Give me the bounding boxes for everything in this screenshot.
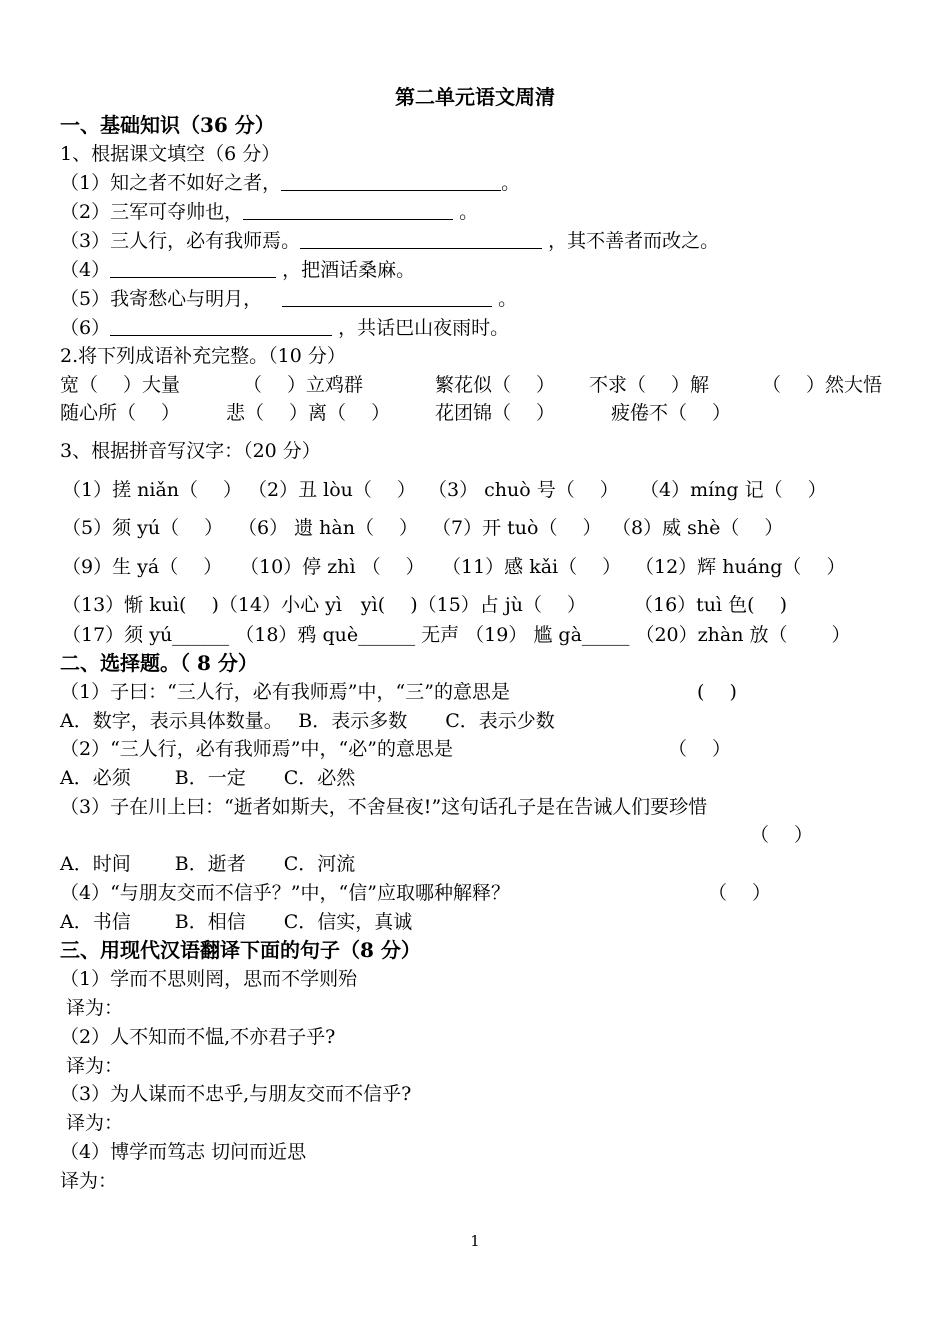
pinyin-10: （10）停 zhì （ ） (240, 556, 425, 578)
translate-q2-answer[interactable]: 译为： (60, 1055, 124, 1077)
choice-q3-answer-paren[interactable]: （ ） (750, 824, 814, 846)
choice-q1: （1）子曰：“三人行，必有我师焉”中，“三”的意思是 (60, 681, 510, 703)
q3-heading: 3、根据拼音写汉字：（20 分） (60, 440, 321, 462)
idiom-6: 随心所（ ） (60, 402, 181, 424)
pinyin-9: （9）生 yá（ ） (62, 556, 223, 578)
fill-line-5-suffix: 。 (492, 288, 518, 310)
fill-blank-5[interactable] (282, 286, 492, 307)
q2-heading: 2.将下列成语补充完整。（10 分） (60, 345, 346, 367)
idiom-4: 不求（ ）解 (589, 374, 710, 396)
idiom-1: 宽（ ）大量 (60, 374, 181, 396)
pinyin-6: （6） 遗 hàn（ ） (238, 517, 419, 539)
fill-line-6-suffix: ，共话巴山夜雨时。 (332, 317, 510, 339)
idiom-9: 疲倦不（ ） (611, 402, 732, 424)
q1-heading: 1、根据课文填空（6 分） (60, 143, 281, 165)
translate-q3-answer[interactable]: 译为： (60, 1112, 124, 1134)
translate-q1: （1）学而不思则罔，思而不学则殆 (60, 968, 358, 990)
fill-line-6 (60, 315, 910, 341)
fill-line-4 (60, 257, 910, 283)
choice-q3-options: A．时间 B．逝者 C．河流 (60, 853, 356, 875)
fill-line-4-prefix: （4） (60, 259, 111, 281)
fill-blank-6[interactable] (110, 315, 332, 336)
idiom-8: 花团锦（ ） (435, 402, 556, 424)
translate-q1-answer[interactable]: 译为： (60, 997, 124, 1019)
choice-q1-answer-paren[interactable]: ( ) (697, 681, 737, 703)
page-title: 第二单元语文周清 (395, 85, 555, 109)
fill-blank-4[interactable] (110, 257, 276, 278)
section-2-heading: 二、选择题。（ 8 分） (60, 651, 258, 675)
fill-line-2-prefix: （2）三军可夺帅也， (60, 201, 244, 223)
pinyin-12: （12）辉 huáng（ ） (635, 556, 846, 578)
pinyin-5: （5）须 yú（ ） (62, 517, 224, 539)
fill-line-1-suffix: 。 (501, 172, 521, 194)
fill-blank-2[interactable] (243, 199, 453, 220)
choice-q4-answer-paren[interactable]: （ ） (708, 882, 772, 904)
idiom-7: 悲（ ）离（ ） (226, 402, 391, 424)
choice-q2-options: A．必须 B．一定 C．必然 (60, 767, 356, 789)
pinyin-2: （2）丑 lòu（ ） (248, 479, 416, 501)
fill-line-2-suffix: 。 (453, 201, 479, 223)
choice-q2-answer-paren[interactable]: （ ） (668, 738, 732, 760)
fill-line-2 (60, 199, 910, 225)
pinyin-7: （7）开 tuò（ ） (432, 517, 602, 539)
choice-q3: （3）子在川上曰：“逝者如斯夫，不舍昼夜!”这句话孔子是在告诫人们要珍惜 (60, 796, 708, 818)
fill-line-1 (60, 170, 910, 196)
fill-line-4-suffix: ，把酒话桑麻。 (276, 259, 416, 281)
fill-line-3 (60, 228, 910, 254)
pinyin-8: （8）威 shè（ ） (612, 517, 784, 539)
pinyin-3: （3） chuò 号（ ） (428, 479, 619, 501)
pinyin-17-20: （17）须 yú______ （18）鸦 què______ 无声 （19） 尴 gà_____ （20）zhàn 放（ ） (62, 624, 851, 646)
translate-q3: （3）为人谋而不忠乎,与朋友交而不信乎? (60, 1083, 412, 1105)
choice-q4-options: A．书信 B．相信 C．信实，真诚 (60, 911, 413, 933)
choice-q1-options: A．数字，表示具体数量。 B．表示多数 C．表示少数 (60, 710, 555, 732)
fill-blank-3[interactable] (300, 228, 542, 249)
pinyin-1: （1）搓 niǎn（ ） (62, 479, 243, 501)
translate-q4-answer[interactable]: 译为： (60, 1170, 118, 1192)
choice-q4: （4）“与朋友交而不信乎？”中，“信”应取哪种解释？ (60, 882, 510, 904)
section-3-heading: 三、用现代汉语翻译下面的句子（8 分） (60, 938, 421, 962)
page-number: 1 (470, 1232, 480, 1250)
choice-q2: （2）“三人行，必有我师焉”中，“必”的意思是 (60, 738, 453, 760)
fill-line-1-prefix: （1）知之者不如好之者， (60, 172, 282, 194)
translate-q2: （2）人不知而不愠,不亦君子乎? (60, 1026, 336, 1048)
idiom-3: 繁花似（ ） (435, 374, 556, 396)
pinyin-11: （11）感 kǎi（ ） (442, 556, 622, 578)
fill-line-3-suffix: ，其不善者而改之。 (542, 230, 720, 252)
translate-q4: （4）博学而笃志 切问而近思 (60, 1141, 307, 1163)
pinyin-4: （4）míng 记（ ） (640, 479, 827, 501)
fill-line-6-prefix: （6） (60, 317, 111, 339)
idiom-2: （ ）立鸡群 (243, 374, 364, 396)
fill-line-3-prefix: （3）三人行，必有我师焉。 (60, 230, 301, 252)
pinyin-16: （16）tuì 色( ) (634, 594, 788, 616)
fill-line-5 (60, 286, 910, 312)
pinyin-13-15: （13）惭 kuì( )（14）小心 yì yì( )（15）占 jù（ ） (62, 594, 586, 616)
fill-line-5-prefix: （5）我寄愁心与明月， (60, 288, 263, 310)
fill-blank-1[interactable] (281, 170, 501, 191)
idiom-5: （ ）然大悟 (762, 374, 883, 396)
section-1-heading: 一、基础知识（36 分） (60, 113, 275, 137)
